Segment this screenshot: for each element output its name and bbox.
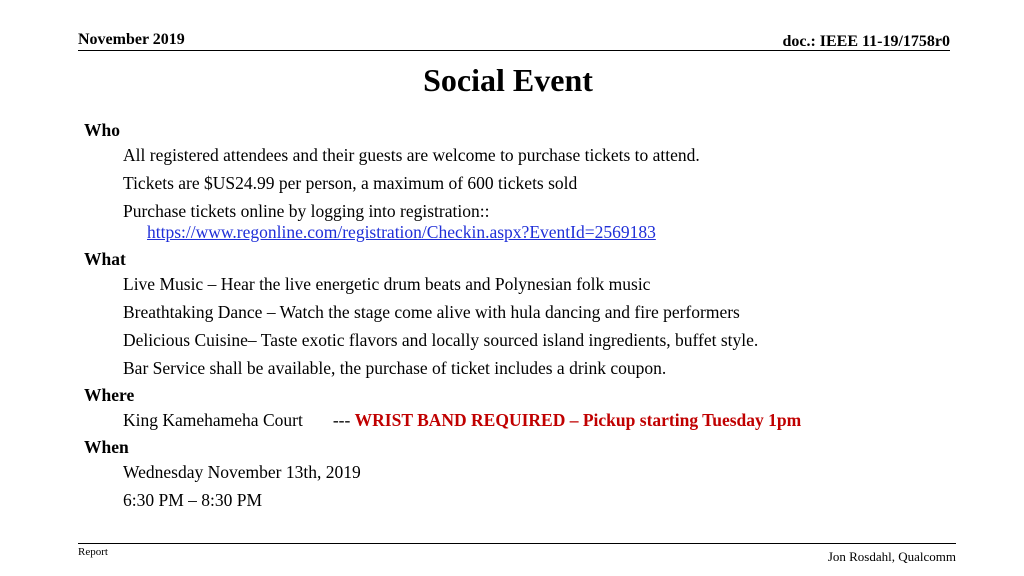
where-line bbox=[123, 407, 964, 435]
slide-title: Social Event bbox=[423, 62, 593, 98]
slide-content bbox=[84, 118, 964, 515]
section-heading-what: What bbox=[84, 249, 126, 269]
footer-author: Jon Rosdahl, Qualcomm bbox=[827, 549, 956, 564]
who-attendees: All registered attendees and their guests are welcome to purchase tickets to attend. bbox=[123, 145, 700, 165]
footer-rule bbox=[78, 543, 956, 544]
when-time: 6:30 PM – 8:30 PM bbox=[123, 490, 263, 510]
when-date: Wednesday November 13th, 2019 bbox=[123, 462, 361, 482]
where-separator: --- bbox=[332, 410, 351, 430]
footer-label: Report bbox=[78, 546, 108, 558]
registration-link[interactable]: https://www.regonline.com/registration/Checkin.aspx?EventId=2569183 bbox=[147, 222, 656, 242]
who-ticket-price: Tickets are $US24.99 per person, a maximum of 600 tickets sold bbox=[123, 173, 578, 193]
wristband-notice: WRIST BAND REQUIRED – Pickup starting Tuesday 1pm bbox=[354, 410, 802, 430]
who-purchase-text: Purchase tickets online by logging into registration:: bbox=[123, 201, 490, 221]
section-heading-when: When bbox=[84, 437, 129, 457]
section-heading-who: Who bbox=[84, 120, 120, 140]
what-cuisine: Delicious Cuisine– Taste exotic flavors and locally sourced island ingredients, buffet style. bbox=[123, 330, 759, 350]
section-heading-where: Where bbox=[84, 385, 135, 405]
header-rule bbox=[78, 50, 950, 51]
header-date: November 2019 bbox=[78, 31, 185, 48]
what-dance: Breathtaking Dance – Watch the stage come alive with hula dancing and fire performers bbox=[123, 302, 740, 322]
what-bar: Bar Service shall be available, the purchase of ticket includes a drink coupon. bbox=[123, 358, 667, 378]
header-doc-id: doc.: IEEE 11-19/1758r0 bbox=[782, 33, 950, 50]
what-music: Live Music – Hear the live energetic drum beats and Polynesian folk music bbox=[123, 274, 651, 294]
who-purchase bbox=[123, 198, 964, 247]
where-location: King Kamehameha Court bbox=[123, 410, 303, 430]
